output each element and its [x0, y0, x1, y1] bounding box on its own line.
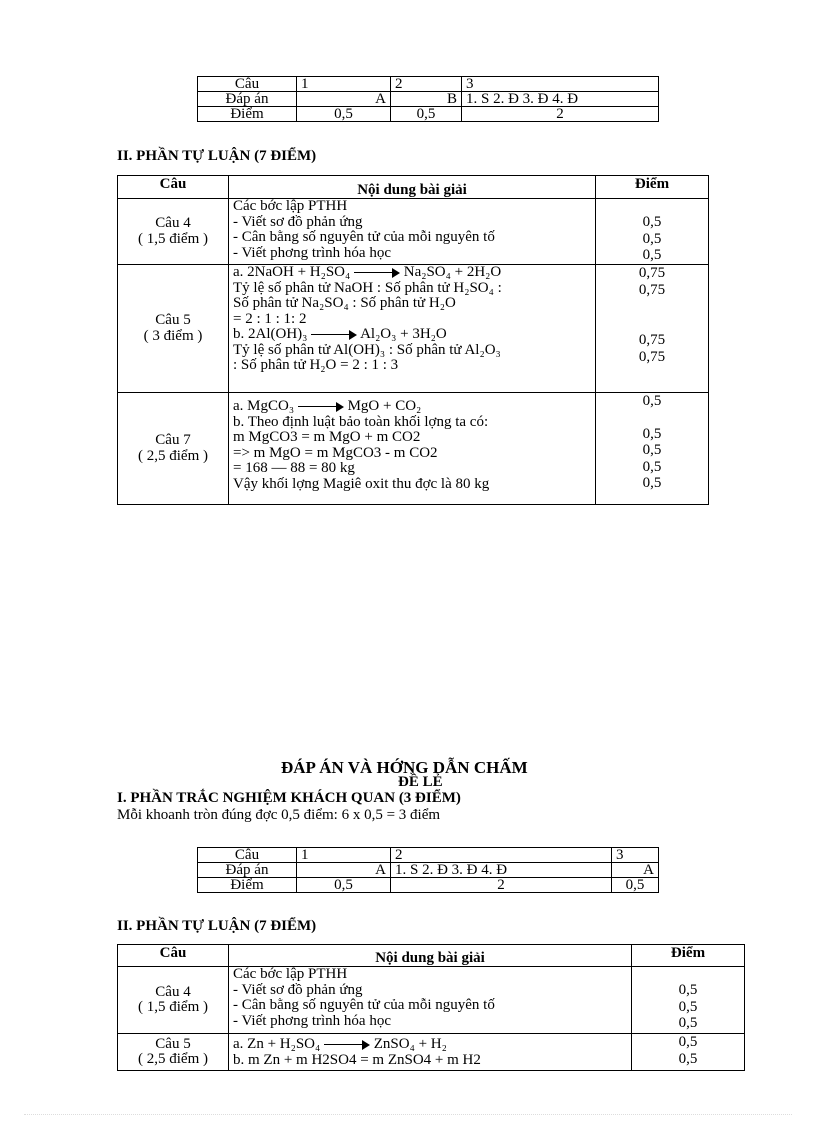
q-num: 2 — [391, 848, 612, 863]
q-num: 1 — [297, 77, 391, 92]
point-value: 0,75 — [638, 265, 666, 281]
essay-table-2 — [117, 944, 745, 1071]
point-value: 0,5 — [642, 214, 662, 230]
content-line: b. m Zn + m H2SO4 = m ZnSO4 + m H2 — [233, 1051, 481, 1068]
essay-heading: II. PHẦN TỰ LUẬN (7 ĐIỂM) — [117, 918, 317, 934]
content-line: Các bớc lập PTHH — [233, 966, 348, 982]
point-value: 0,5 — [642, 475, 662, 491]
equation-right: Al₂O₃ + 3H₂O — [360, 326, 447, 342]
content-line: - Viết sơ đồ phản ứng — [233, 213, 363, 230]
reaction-arrow-icon — [298, 402, 344, 412]
equation-right: ZnSO₄ + H₂ — [373, 1036, 447, 1052]
answer-key-title: ĐÁP ÁN VÀ HỚNG DẪN CHẤM — [281, 758, 528, 777]
row-label: Đáp án — [198, 92, 297, 107]
equation-a — [233, 1037, 627, 1053]
header-noi-dung: Nội dung bài giải — [229, 945, 632, 967]
point-value: 0,5 — [642, 442, 662, 458]
points-cell: 2 — [391, 878, 612, 893]
point-value: 0,75 — [638, 348, 666, 365]
point-value: 0,5 — [678, 1050, 698, 1067]
header-cau: Câu — [118, 945, 229, 967]
question-7-content — [229, 393, 596, 505]
question-points: ( 1,5 điểm ) — [138, 999, 208, 1015]
question-label: Câu 7 — [155, 432, 191, 448]
equation-left: a. Zn + H₂SO₄ — [233, 1036, 321, 1052]
row-label: Đáp án — [198, 863, 297, 878]
equation-left: a. MgCO₃ — [233, 398, 295, 414]
content-line: - Viết sơ đồ phản ứng — [233, 981, 363, 998]
question-points: ( 3 điểm ) — [143, 327, 203, 344]
points-cell: 2 — [462, 107, 659, 122]
question-points: ( 2,5 điểm ) — [138, 447, 208, 464]
answer-cell: B — [391, 92, 462, 107]
answer-cell: 1. S 2. Đ 3. Đ 4. Đ — [391, 863, 612, 878]
answer-cell: A — [297, 863, 391, 878]
question-points: ( 1,5 điểm ) — [138, 230, 208, 247]
answer-key-subtitle: ĐỀ LẺ — [398, 774, 443, 790]
mc-scoring-note: Mỗi khoanh tròn đúng đợc 0,5 điểm: 6 x 0,5 = 3 điểm — [117, 807, 441, 823]
equation-a — [233, 399, 591, 415]
q-num: 2 — [391, 77, 462, 92]
content-line: = 2 : 1 : 1: 2 — [233, 310, 307, 327]
question-5-cell — [118, 1034, 229, 1071]
reaction-arrow-icon — [354, 268, 400, 278]
question-4-points — [596, 199, 709, 265]
point-value: 0,5 — [678, 1015, 698, 1031]
content-line: => m MgO = m MgCO3 - m CO2 — [233, 444, 438, 461]
equation-a — [233, 265, 591, 281]
point-value: 0,5 — [642, 393, 662, 409]
content-line: Vậy khối lợng Magiê oxit thu đợc là 80 kg — [233, 475, 490, 492]
points-cell: 0,5 — [297, 107, 391, 122]
content-line: - Viết phơng trình hóa học — [233, 1012, 391, 1029]
content-line: - Viết phơng trình hóa học — [233, 244, 391, 261]
question-4-content — [229, 967, 632, 1034]
content-line: - Cân bằng số nguyên tử của mỗi nguyên tố — [233, 997, 495, 1013]
point-value: 0,5 — [642, 458, 662, 475]
page-divider — [24, 1114, 792, 1115]
point-value: 0,75 — [638, 332, 666, 348]
answer-cell: A — [297, 92, 391, 107]
equation-left: b. 2Al(OH)₃ — [233, 326, 308, 342]
content-line: - Cân bằng số nguyên tử của mỗi nguyên tố — [233, 229, 495, 245]
question-5-content — [229, 1034, 632, 1071]
reaction-arrow-icon — [324, 1040, 370, 1050]
equation-left: a. 2NaOH + H₂SO₄ — [233, 264, 351, 280]
essay-table-1 — [117, 175, 709, 505]
answer-cell: 1. S 2. Đ 3. Đ 4. Đ — [462, 92, 659, 107]
content-line: : Số phân tử H₂O = 2 : 1 : 3 — [233, 357, 399, 373]
question-5-content — [229, 265, 596, 393]
point-value: 0,5 — [642, 247, 662, 263]
mc-answer-table-2 — [197, 847, 659, 893]
content-line: Số phân tử Na₂SO₄ : Số phân tử H₂O — [233, 295, 456, 311]
point-value: 0,5 — [678, 982, 698, 998]
reaction-arrow-icon — [311, 330, 357, 340]
question-4-cell — [118, 199, 229, 265]
mc-answer-table-1 — [197, 76, 659, 122]
equation-b — [233, 327, 591, 343]
question-4-cell — [118, 967, 229, 1034]
row-label: Câu — [198, 848, 297, 863]
question-5-points — [596, 265, 709, 393]
question-points: ( 2,5 điểm ) — [138, 1051, 208, 1067]
question-4-points — [632, 967, 745, 1034]
row-label: Điểm — [198, 107, 297, 122]
essay-heading: II. PHẦN TỰ LUẬN (7 ĐIỂM) — [117, 148, 317, 164]
point-value: 0,5 — [642, 230, 662, 247]
point-value: 0,5 — [678, 1034, 698, 1050]
question-label: Câu 4 — [155, 983, 191, 1000]
row-label: Điểm — [198, 878, 297, 893]
content-line: Tỷ lệ số phân tử NaOH : Số phân tử H₂SO₄ : — [233, 279, 502, 296]
point-value: 0,5 — [642, 425, 662, 442]
question-label: Câu 5 — [155, 1035, 191, 1052]
content-line: Các bớc lập PTHH — [233, 198, 348, 214]
content-line: b. Theo định luật bảo toàn khối lợng ta có: — [233, 413, 489, 430]
q-num: 3 — [462, 77, 659, 92]
q-num: 3 — [612, 848, 659, 863]
point-value: 0,75 — [638, 281, 666, 298]
header-noi-dung: Nội dung bài giải — [229, 176, 596, 199]
question-4-content — [229, 199, 596, 265]
question-5-cell — [118, 265, 229, 393]
question-label: Câu 4 — [155, 215, 191, 231]
mc-heading: I. PHẦN TRẮC NGHIỆM KHÁCH QUAN (3 ĐIỂM) — [117, 790, 461, 806]
point-value: 0,5 — [678, 998, 698, 1015]
header-diem: Điểm — [632, 945, 745, 967]
answer-cell: A — [612, 863, 659, 878]
row-label: Câu — [198, 77, 297, 92]
question-5-points — [632, 1034, 745, 1071]
points-cell: 0,5 — [612, 878, 659, 893]
points-cell: 0,5 — [297, 878, 391, 893]
header-cau: Câu — [118, 176, 229, 199]
question-label: Câu 5 — [155, 312, 191, 328]
equation-right: Na₂SO₄ + 2H₂O — [403, 264, 502, 280]
points-cell: 0,5 — [391, 107, 462, 122]
question-7-points — [596, 393, 709, 505]
q-num: 1 — [297, 848, 391, 863]
header-diem: Điểm — [596, 176, 709, 199]
question-7-cell — [118, 393, 229, 505]
content-line: = 168 — 88 = 80 kg — [233, 460, 355, 476]
content-line: Tỷ lệ số phân tử Al(OH)₃ : Số phân tử Al₂O₃ — [233, 341, 501, 358]
content-line: m MgCO3 = m MgO + m CO2 — [233, 429, 421, 445]
equation-right: MgO + CO₂ — [347, 398, 422, 414]
